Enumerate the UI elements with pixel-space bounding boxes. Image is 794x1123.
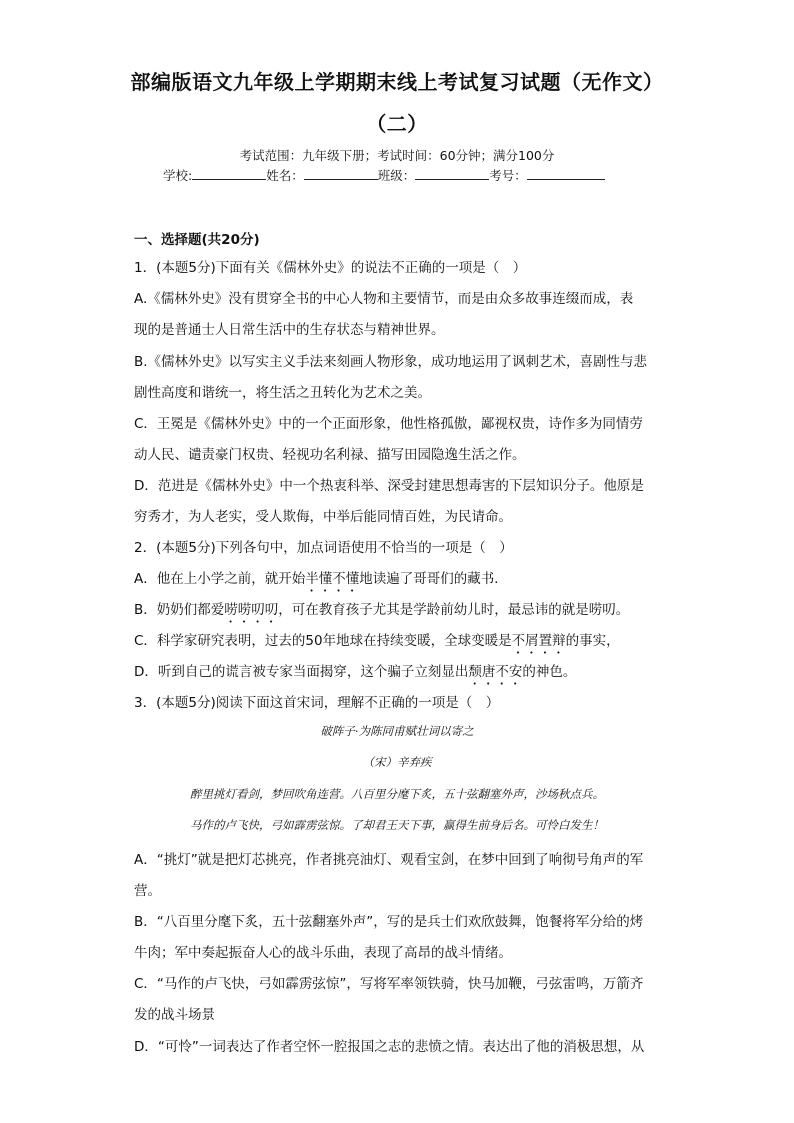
poem-author: （宋）辛弃疾 <box>362 755 432 769</box>
q3-option-a: A．“挑灯”就是把灯芯挑亮，作者挑亮油灯、观看宝剑，在梦中回到了响彻号角声的军 <box>134 852 644 868</box>
q3-option-b: B．“八百里分麾下炙，五十弦翻塞外声”，写的是兵士们欢欣鼓舞，饱餐将军分给的烤 <box>134 914 644 930</box>
exam-title: 部编版语文九年级上学期期末线上考试复习试题（无作文） <box>130 70 664 94</box>
exam-info: 考试范围：九年级下册；考试时间：60分钟；满分100分 <box>239 148 555 163</box>
question-3-stem: 3．(本题5分)阅读下面这首宋词，理解不正确的一项是（ ） <box>134 695 500 711</box>
school-field[interactable] <box>192 167 266 180</box>
question-1-stem: 1．(本题5分)下面有关《儒林外史》的说法不正确的一项是（ ） <box>134 260 527 276</box>
q1-option-a: A.《儒林外史》没有贯穿全书的中心人物和主要情节，而是由众多故事连缀而成，表 <box>134 291 634 307</box>
q2-option-b: B．奶奶们都爱唠唠叨叨，可在教育孩子尤其是学龄前幼儿时，最忌讳的就是唠叨。 <box>134 602 630 618</box>
dotted-phrase: 颓唐不安 <box>468 664 523 680</box>
q3-option-c-cont: 发的战斗场景 <box>134 1007 215 1023</box>
q1-option-c-cont: 动人民、谴责豪门权贵、轻视功名利禄、描写田园隐逸生活之作。 <box>134 447 526 463</box>
q2-option-d: D．听到自己的谎言被专家当面揭穿，这个骗子立刻显出颓唐不安的神色。 <box>134 664 577 680</box>
id-field[interactable] <box>527 167 605 180</box>
q1-option-b-cont: 剧性高度和谐统一，将生活之丑转化为艺术之美。 <box>134 385 431 401</box>
exam-title-number: （二） <box>366 112 428 136</box>
q3-option-a-cont: 营。 <box>134 883 161 899</box>
q2-option-c: C．科学家研究表明，过去的50年地球在持续变暖，全球变暖是不屑置辩的事实， <box>134 633 620 649</box>
q1-option-d-cont: 穷秀才，为人老实，受人欺侮，中举后能同情百姓，为民请命。 <box>134 509 512 525</box>
name-label: 姓名： <box>266 168 304 183</box>
q3-option-d: D．“可怜”一词表达了作者空怀一腔报国之志的悲愤之情。表达出了他的消极思想，从 <box>134 1039 645 1055</box>
q3-option-c: C．“马作的卢飞快，弓如霹雳弦惊”，写将军率领铁骑，快马加鞭，弓弦雷鸣，万箭齐 <box>134 976 644 992</box>
question-2-stem: 2．(本题5分)下列各句中，加点词语使用不恰当的一项是（ ） <box>134 540 513 556</box>
section-heading: 一、选择题(共20分) <box>134 232 260 248</box>
q1-option-a-cont: 现的是普通士人日常生活中的生存状态与精神世界。 <box>134 322 445 338</box>
poem-title: 破阵子·为陈同甫赋壮词以寄之 <box>320 724 474 738</box>
id-label: 考号： <box>489 168 527 183</box>
q1-option-d: D．范进是《儒林外史》中一个热衷科举、深受封建思想毒害的下层知识分子。他原是 <box>134 478 644 494</box>
q2-option-a: A．他在上小学之前，就开始半懂不懂地读遍了哥哥们的藏书． <box>134 571 508 587</box>
name-field[interactable] <box>304 167 378 180</box>
dotted-phrase: 半懂不懂 <box>305 571 360 587</box>
q1-option-b: B.《儒林外史》以写实主义手法来刻画人物形象，成功地运用了讽刺艺术，喜剧性与悲 <box>134 354 648 370</box>
class-label: 班级： <box>377 168 416 183</box>
q3-option-b-cont: 牛肉；军中奏起振奋人心的战斗乐曲，表现了高昂的战斗情绪。 <box>134 945 512 961</box>
poem-line-2: 马作的卢飞快，弓如霹雳弦惊。了却君王天下事，赢得生前身后名。可怜白发生！ <box>190 818 604 832</box>
dotted-phrase: 不屑置辩 <box>511 633 566 649</box>
student-fields <box>163 166 605 184</box>
q1-option-c: C．王冕是《儒林外史》中的一个正面形象，他性格孤傲，鄙视权贵，诗作多为同情劳 <box>134 416 643 432</box>
dotted-phrase: 唠唠叨叨 <box>224 602 279 618</box>
school-label: 学校: <box>163 168 193 183</box>
class-field[interactable] <box>415 167 489 180</box>
poem-line-1: 醉里挑灯看剑，梦回吹角连营。八百里分麾下炙，五十弦翻塞外声，沙场秋点兵。 <box>190 787 604 801</box>
